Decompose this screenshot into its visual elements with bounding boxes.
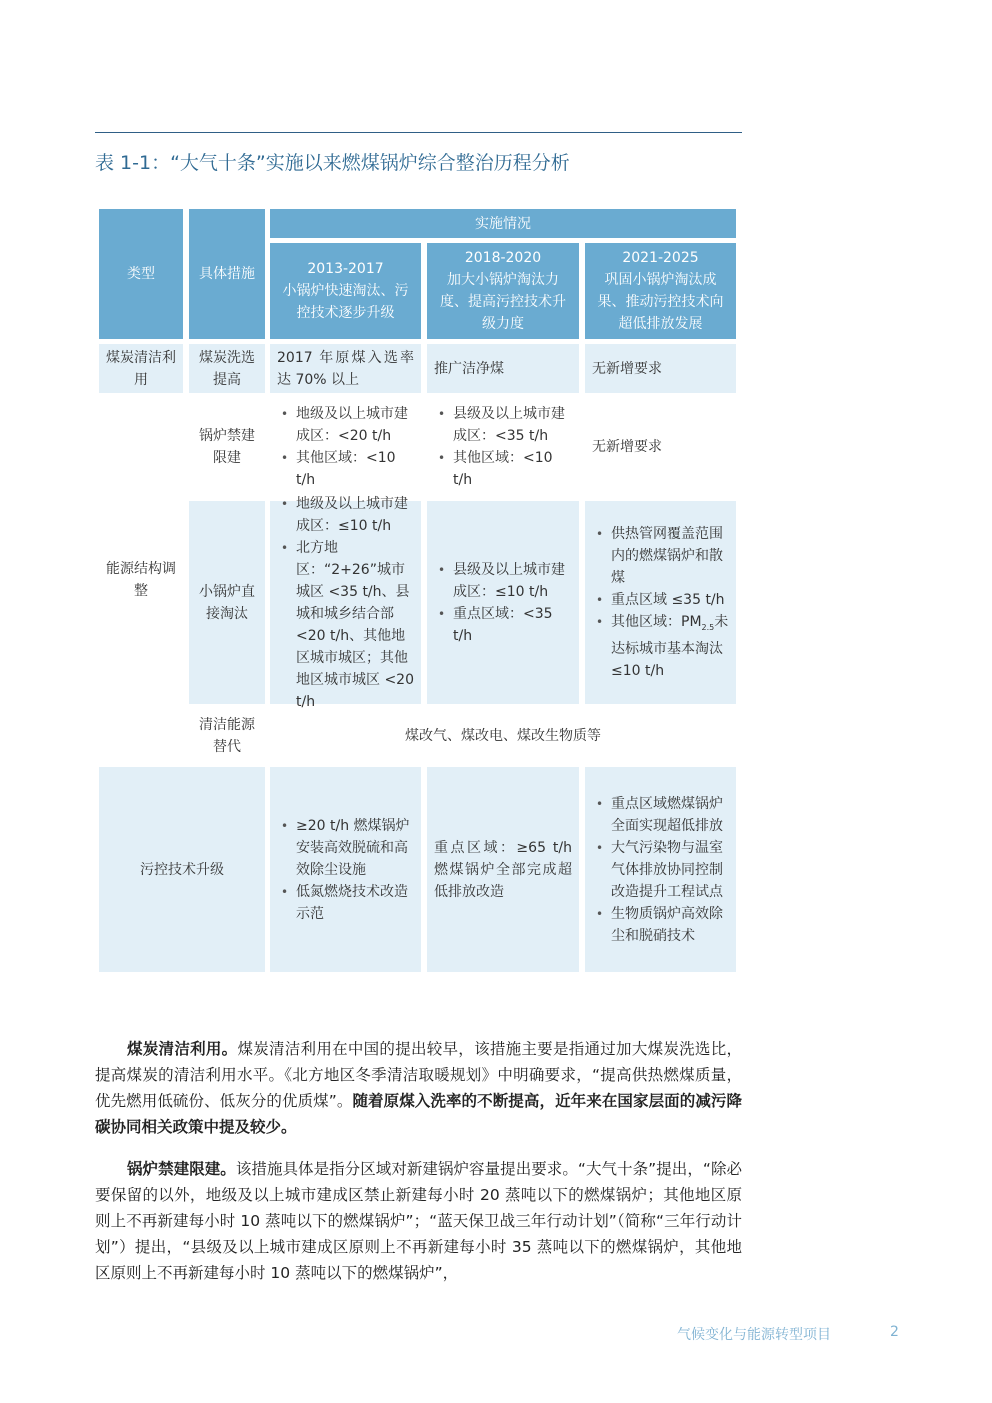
list-item: • 其他区域：<10 t/h: [277, 447, 414, 491]
header-period-2021-2025: 2021-2025 巩固小锅炉淘汰成果、推动污控技术向超低排放发展: [585, 243, 736, 339]
row-phase-measure: 小锅炉直接淘汰: [189, 501, 265, 704]
header-type: 类型: [99, 209, 183, 339]
header-period-2013-2017: 2013-2017 小锅炉快速淘汰、污控技术逐步升级: [270, 243, 421, 339]
list-item: • 供热管网覆盖范围内的燃煤锅炉和散煤: [592, 523, 729, 589]
row-clean-value: 煤改气、煤改电、煤改生物质等: [270, 709, 736, 762]
header-implementation: 实施情况: [270, 209, 736, 238]
row-phase-2013-2017: [270, 495, 421, 710]
footer-project-name: 气候变化与能源转型项目: [677, 1327, 831, 1343]
row-coal-2021-2025: 无新增要求: [585, 344, 736, 393]
list-item: • 地级及以上城市建成区：≤10 t/h: [277, 493, 414, 537]
row-phase-2021-2025: [585, 501, 736, 704]
list-item: • 大气污染物与温室气体排放协同控制改造提升工程试点: [592, 837, 729, 903]
list-item: • 其他区域：$PM_{2.5}$未达标城市基本淘汰 ≤10 t/h: [592, 611, 729, 683]
row-pollution-2021-2025: [585, 767, 736, 972]
list-item: • 地级及以上城市建成区：<20 t/h: [277, 403, 414, 447]
row-ban-2013-2017: [270, 398, 421, 496]
list-item: • 其他区域：<10 t/h: [434, 447, 572, 491]
row-ban-measure: 锅炉禁建限建: [189, 398, 265, 496]
list-item: • 生物质锅炉高效除尘和脱硝技术: [592, 903, 729, 947]
list-item: • 县级及以上城市建成区：<35 t/h: [434, 403, 572, 447]
row-pollution-2013-2017: [270, 767, 421, 972]
row-pollution-2018-2020: 重点区域：≥65 t/h 燃煤锅炉全部完成超低排放改造: [427, 767, 579, 972]
header-measure: 具体措施: [189, 209, 265, 339]
row-coal-2013-2017: 2017 年原煤入选率达 70% 以上: [270, 344, 421, 393]
list-item: • 低氮燃烧技术改造示范: [277, 881, 414, 925]
row-coal-measure: 煤炭洗选提高: [189, 344, 265, 393]
header-period-2018-2020: 2018-2020 加大小锅炉淘汰力度、提高污控技术升级力度: [427, 243, 579, 339]
list-item: • ≥20 t/h 燃煤锅炉安装高效脱硫和高效除尘设施: [277, 815, 414, 881]
row-clean-measure: 清洁能源替代: [189, 709, 265, 762]
row-ban-2018-2020: [427, 398, 579, 496]
row-pollution-type: 污控技术升级: [99, 767, 265, 972]
top-rule: [95, 132, 742, 133]
row-energy-type: 能源结构调整: [99, 398, 183, 762]
table-title: 表 1-1：“大气十条”实施以来燃煤锅炉综合整治历程分析: [95, 152, 570, 174]
row-ban-2021-2025: 无新增要求: [585, 398, 736, 496]
row-coal-type: 煤炭清洁利用: [99, 344, 183, 393]
list-item: • 重点区域 ≤35 t/h: [592, 589, 729, 611]
list-item: • 重点区域燃煤锅炉全面实现超低排放: [592, 793, 729, 837]
page-number: 2: [890, 1324, 899, 1340]
list-item: • 重点区域：<35 t/h: [434, 603, 572, 647]
row-phase-2018-2020: [427, 501, 579, 704]
paragraph-boiler-ban: 锅炉禁建限建。该措施具体是指分区域对新建锅炉容量提出要求。“大气十条”提出，“除必要保留的以外，地级及以上城市建成区禁止新建每小时 20 蒸吨以下的燃煤锅炉；其他地区原则上不再新建每小时 10 蒸吨以下的燃煤锅炉”；“蓝天保卫战三年行动计划”（简称“三年行动计划”）提出，“县级及以上城市建成区原则上不再新建每小时 35 蒸吨以下的燃煤锅炉，其他地区原则上不再新建每小时 10 蒸吨以下的燃煤锅炉”，: [95, 1160, 742, 1282]
list-item: • 县级及以上城市建成区：≤10 t/h: [434, 559, 572, 603]
paragraph-coal-clean-use: 煤炭清洁利用。煤炭清洁利用在中国的提出较早，该措施主要是指通过加大煤炭洗选比，提高煤炭的清洁利用水平。《北方地区冬季清洁取暖规划》中明确要求，“提高供热燃煤质量，优先燃用低硫份、低灰分的优质煤”。随着原煤入洗率的不断提高，近年来在国家层面的减污降碳协同相关政策中提及较少。: [95, 1040, 742, 1136]
row-coal-2018-2020: 推广洁净煤: [427, 344, 579, 393]
list-item: • 北方地区：“2+26”城市城区 <35 t/h、县城和城乡结合部 <20 t/h、其他地区城市城区；其他地区城市城区 <20 t/h: [277, 537, 414, 713]
